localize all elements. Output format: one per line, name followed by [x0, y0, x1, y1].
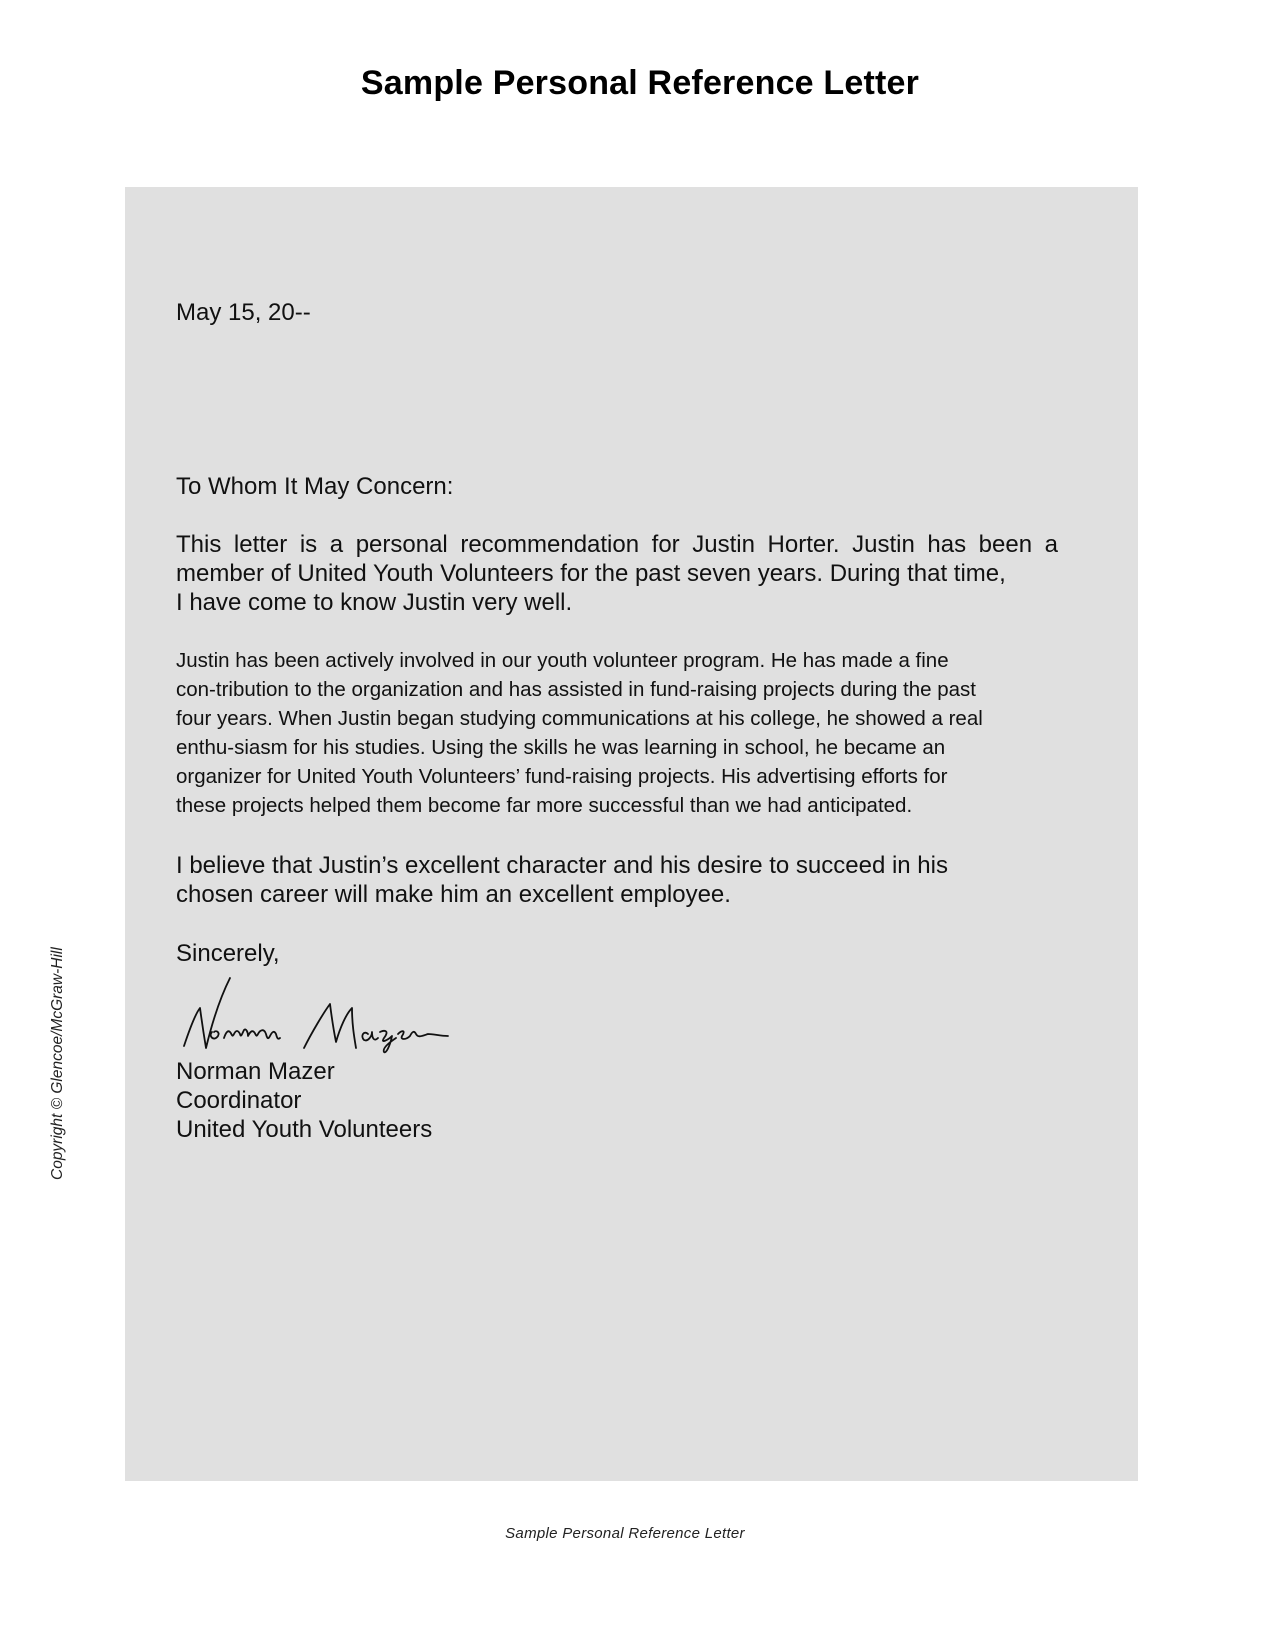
paragraph-line: member of United Youth Volunteers for the past seven years. During that time, [176, 560, 1006, 587]
paragraph-line: This letter is a personal recommendation for Justin Horter. Justin has been a [176, 531, 1058, 558]
signer-name: Norman Mazer [176, 1058, 335, 1085]
signature-image [178, 968, 498, 1058]
signer-block [176, 1057, 432, 1144]
signer-title: Coordinator [176, 1087, 302, 1114]
page-title: Sample Personal Reference Letter [360, 64, 920, 102]
letter-closing: Sincerely, [176, 940, 280, 967]
page-footer: Sample Personal Reference Letter [505, 1525, 745, 1542]
letter-panel [125, 187, 1138, 1481]
paragraph-line: I believe that Justin’s excellent character and his desire to succeed in his [176, 852, 948, 879]
copyright-notice: Copyright © Glencoe/McGraw-Hill [49, 947, 66, 1180]
letter-salutation: To Whom It May Concern: [176, 473, 454, 500]
paragraph-line: enthu-siasm for his studies. Using the skills he was learning in school, he became an [176, 736, 946, 759]
paragraph-line: Justin has been actively involved in our youth volunteer program. He has made a fine [176, 649, 949, 672]
paragraph-line: con-tribution to the organization and has assisted in fund-raising projects during the past [176, 678, 976, 701]
paragraph-line: I have come to know Justin very well. [176, 589, 573, 616]
paragraph-line: organizer for United Youth Volunteers’ fund-raising projects. His advertising efforts for [176, 765, 948, 788]
letter-paragraph-2 [176, 646, 983, 820]
letter-date: May 15, 20-- [176, 299, 311, 326]
letter-paragraph-1 [176, 530, 1058, 617]
letter-paragraph-3 [176, 851, 948, 909]
paragraph-line: four years. When Justin began studying communications at his college, he showed a real [176, 707, 983, 730]
paragraph-line: these projects helped them become far more successful than we had anticipated. [176, 794, 913, 817]
paragraph-line: chosen career will make him an excellent employee. [176, 881, 731, 908]
signer-organization: United Youth Volunteers [176, 1116, 433, 1143]
